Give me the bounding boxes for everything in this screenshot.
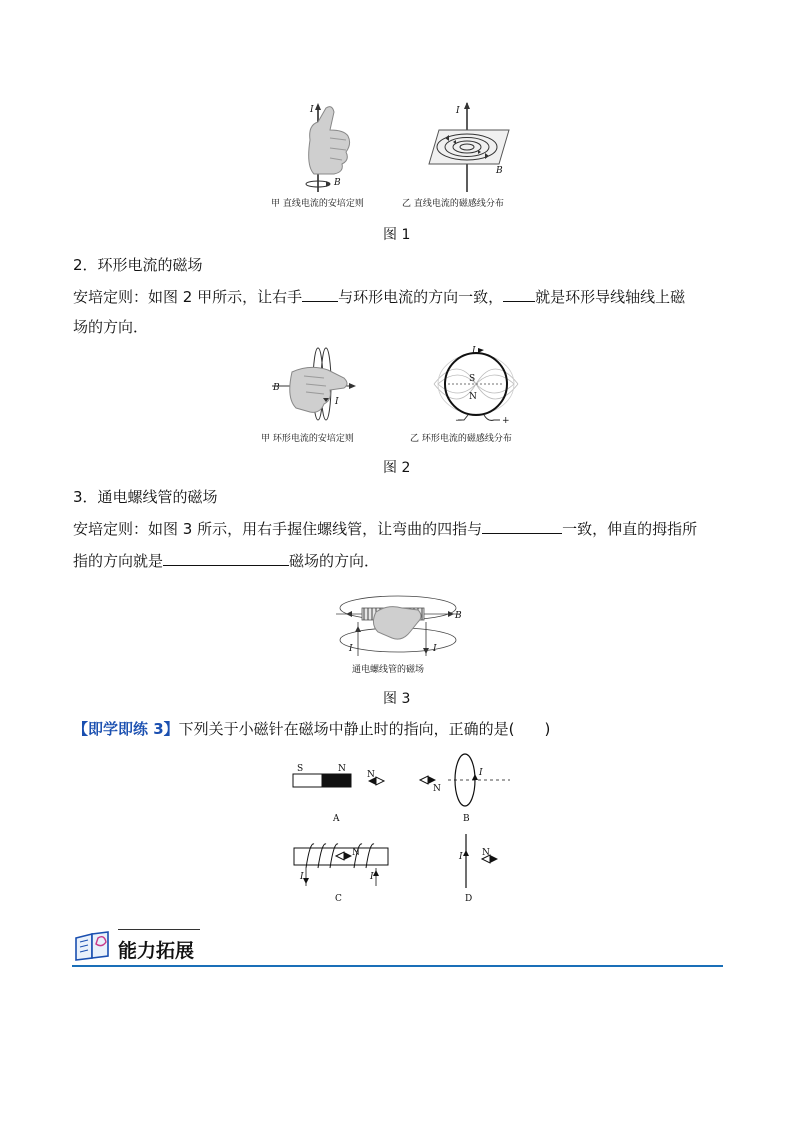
fig2-plus: +: [502, 416, 510, 426]
option-c-needle-n: N: [352, 848, 360, 858]
option-b-needle-n: N: [433, 784, 441, 794]
option-c-diagram: [290, 838, 394, 888]
fig1-left-letter-I: I: [310, 105, 314, 115]
section-3-heading: 3．通电螺线管的磁场: [73, 488, 218, 506]
fig1-right-letter-I: I: [456, 106, 460, 116]
option-b-diagram: [418, 750, 514, 808]
section-2-text-c: 就是环形导线轴线上磁: [535, 288, 686, 306]
fig3-caption: 通电螺线管的磁场: [352, 665, 425, 675]
fig1-right-letter-B: B: [496, 166, 503, 176]
figure-1-right-field-lines: [425, 100, 515, 195]
option-a-n: N: [338, 764, 346, 774]
fig3-label: 图 3: [383, 691, 411, 707]
option-d-label[interactable]: D: [465, 894, 473, 904]
option-c-current-left: I: [300, 872, 304, 882]
fig3-letter-I-left: I: [349, 644, 353, 654]
book-icon: [72, 928, 114, 962]
fig3-letter-B: B: [455, 611, 462, 621]
section-3-text-c: 指的方向就是: [73, 552, 164, 570]
fig1-right-caption: 乙 直线电流的磁感线分布: [402, 199, 504, 209]
exercise-label: 【即学即练 3】: [73, 720, 179, 738]
section-3-text-b: 一致，伸直的拇指所: [562, 520, 698, 538]
fig2-left-letter-I: I: [335, 397, 339, 407]
option-c-current-right: I: [370, 872, 374, 882]
figure-2-right-loop-field: [428, 344, 524, 428]
fig3-letter-I-right: I: [433, 644, 437, 654]
section-3-line-1: [73, 517, 697, 540]
fig2-minus: −: [455, 416, 463, 426]
option-d-current: I: [459, 852, 463, 862]
figure-3-solenoid-hand: [336, 582, 466, 660]
fig2-right-letter-I: I: [472, 346, 476, 356]
fig1-left-letter-B: B: [334, 178, 341, 188]
option-c-label[interactable]: C: [335, 894, 342, 904]
section-banner-title: 能力拓展: [118, 940, 195, 962]
banner-top-rule: [118, 929, 200, 930]
section-2-text-b: 与环形电流的方向一致，: [338, 288, 504, 306]
option-a-needle-n: N: [367, 770, 375, 780]
fig1-label: 图 1: [383, 227, 411, 243]
fill-blank-3[interactable]: [482, 517, 562, 534]
fill-blank-1[interactable]: [302, 285, 338, 302]
section-2-line-1: [73, 285, 685, 308]
fig2-left-letter-B: B: [273, 383, 280, 393]
option-b-current: I: [479, 768, 483, 778]
section-2-heading: 2．环形电流的磁场: [73, 256, 203, 274]
figure-2-left-hand-loop: [270, 344, 360, 426]
section-3-line-2: [73, 549, 379, 572]
fig2-label: 图 2: [383, 460, 411, 476]
section-2-text-a: 安培定则：如图 2 甲所示，让右手: [73, 288, 303, 306]
option-d-diagram: [456, 832, 504, 890]
option-d-needle-n: N: [482, 848, 490, 858]
fig2-left-caption: 甲 环形电流的安培定则: [261, 434, 354, 444]
section-3-text-a: 安培定则：如图 3 所示，用右手握住螺线管，让弯曲的四指与: [73, 520, 483, 538]
banner-underline: [72, 965, 723, 967]
fig2-letter-S: S: [469, 374, 476, 384]
fig2-letter-N: N: [469, 392, 477, 402]
exercise-question: 下列关于小磁针在磁场中静止时的指向，正确的是( ): [178, 720, 551, 738]
fill-blank-4[interactable]: [163, 549, 289, 566]
fill-blank-2[interactable]: [503, 285, 535, 302]
option-a-label[interactable]: A: [333, 814, 340, 824]
fig1-left-caption: 甲 直线电流的安培定则: [271, 199, 364, 209]
section-2-line-2: 场的方向．: [73, 318, 149, 336]
fig2-right-caption: 乙 环形电流的磁感线分布: [410, 434, 512, 444]
section-3-text-d: 磁场的方向．: [289, 552, 380, 570]
exercise-line: [73, 718, 550, 740]
option-b-label[interactable]: B: [463, 814, 470, 824]
option-a-s: S: [297, 764, 304, 774]
